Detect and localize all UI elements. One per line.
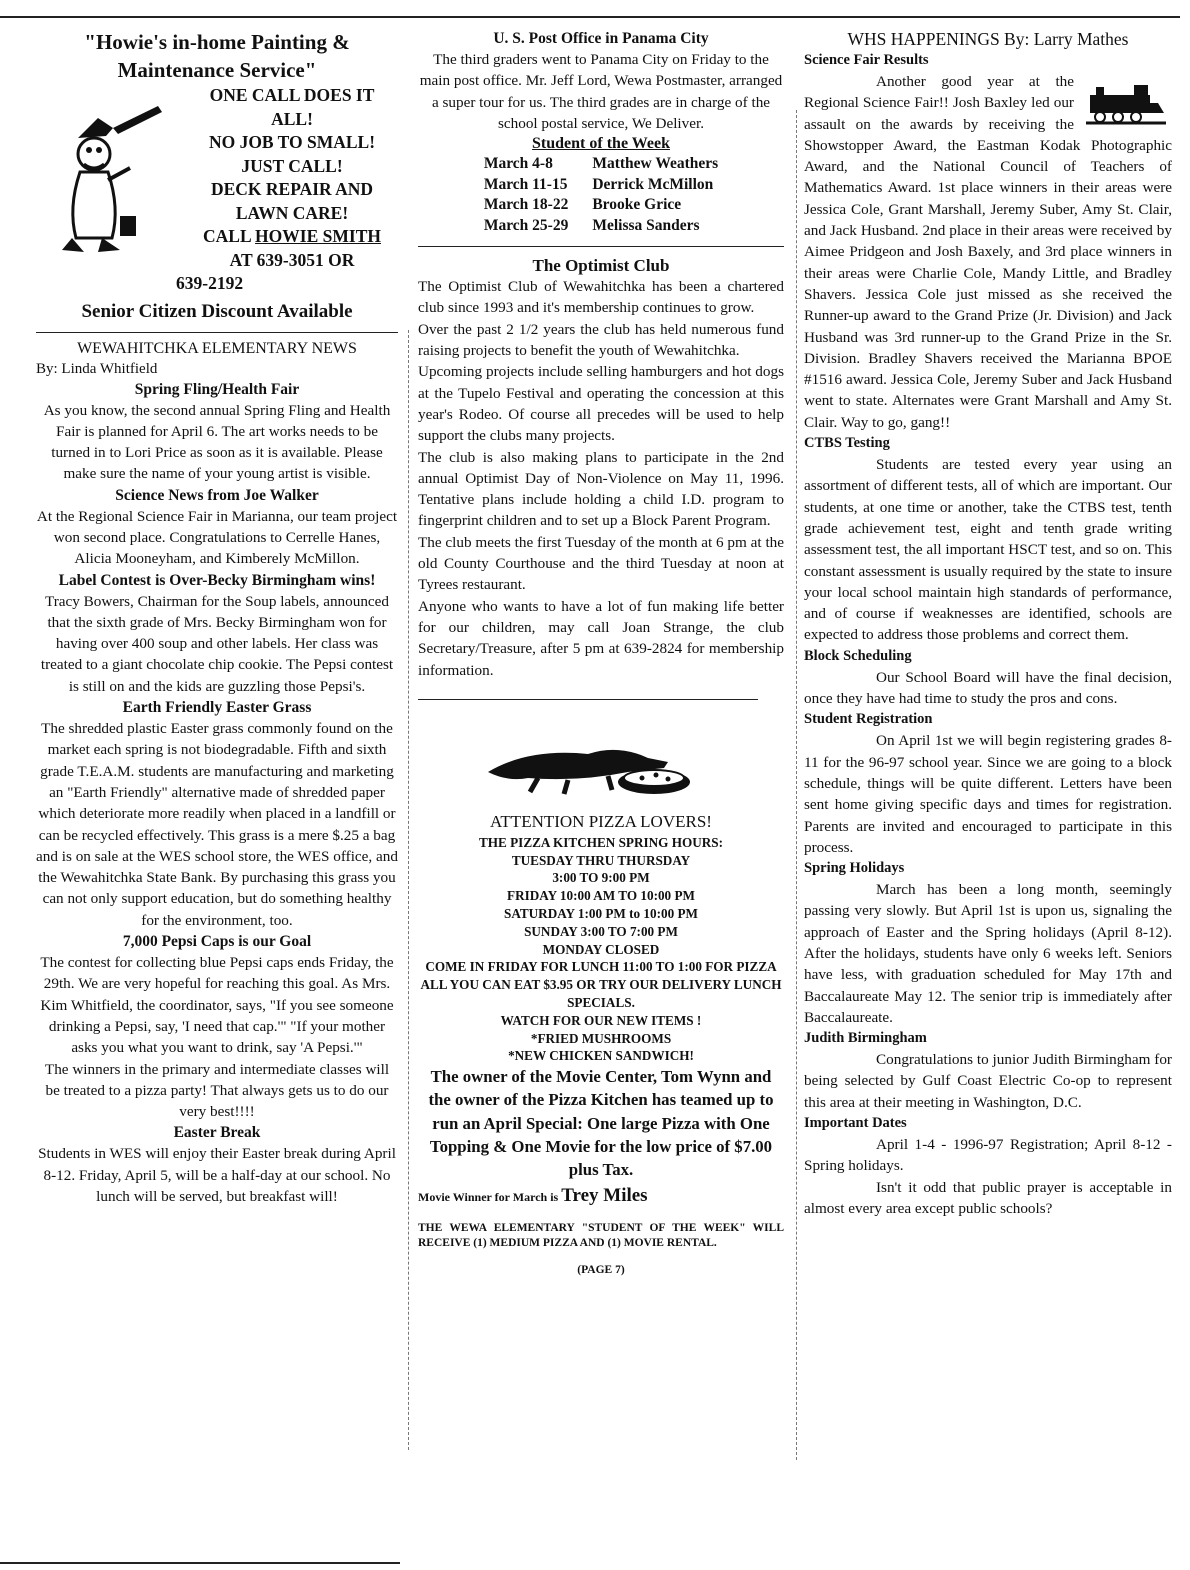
- ad-line-2: ALL!: [271, 108, 313, 129]
- sow-name: Matthew Weathers: [592, 155, 719, 173]
- post-office-title: U. S. Post Office in Panama City: [493, 30, 709, 47]
- divider: [418, 699, 758, 700]
- ctbs-body: Students are tested every year using an assortment of different tests, all of which are important. Our students, at one time or another, take the CTBS test, tenth grade achievement test, eight and tenth grade writing assessment test, the all important HSCT test, and so on. This constant assessment is usually required by the state to insure your local school maintain high standards of performance, and of course if weaknesses are identified, schools are expected to address those problems and correct them.: [804, 456, 1172, 644]
- movie-winner: [418, 1185, 784, 1207]
- sow-week: March 25-29: [483, 216, 569, 234]
- pizza-line-6: SUNDAY 3:00 TO 7:00 PM: [524, 923, 678, 939]
- easter-break-heading: Easter Break: [173, 1124, 261, 1142]
- april-special: The owner of the Movie Center, Tom Wynn and the owner of the Pizza Kitchen has teamed up to run an April Special: One large Pizza with One Topping & One Movie for the low price of $7.00 plus Tax.: [428, 1067, 774, 1179]
- column-middle: [418, 28, 784, 1276]
- post-office-body: The third graders went to Panama City on Friday to the main post office. Mr. Jeff Lord, Wewa Postmaster, arranged a super tour for us. The third grades are in charge of the school postal service, We Deliver.: [419, 51, 783, 132]
- column-separator-1: [408, 330, 409, 1450]
- ad-call-prefix: CALL: [203, 226, 256, 246]
- sow-week: March 11-15: [483, 175, 568, 193]
- ad-title-line1: "Howie's in-home Painting &: [84, 30, 350, 54]
- sow-name: Brooke Grice: [592, 196, 682, 214]
- pizza-line-2: TUESDAY THRU THURSDAY: [511, 852, 691, 868]
- ad-senior-discount: Senior Citizen Discount Available: [81, 300, 353, 322]
- ad-call-name: HOWIE SMITH: [255, 226, 381, 246]
- label-contest-body: Tracy Bowers, Chairman for the Soup labels, announced that the sixth grade of Mrs. Becky Birmingham won for having over 400 soup and other labels. Her class was treated to a giant chocolate chip cookie. The Pepsi contest is still on and the kids are guzzling those Pepsi's.: [40, 592, 394, 695]
- sow-week: March 4-8: [483, 155, 553, 173]
- ad-line-3: NO JOB TO SMALL!: [208, 132, 376, 152]
- pizza-line-8: COME IN FRIDAY FOR LUNCH 11:00 TO 1:00 FOR PIZZA ALL YOU CAN EAT $3.95 OR TRY OUR DELIVERY LUNCH SPECIALS.: [420, 959, 782, 1010]
- optimist-p3: Upcoming projects include selling hamburgers and hot dogs at the Tupelo Festival and operating the concession at this year's Rodeo. Of course all precedes will be used to help support the clubs many projects.: [418, 363, 784, 445]
- optimist-p1: The Optimist Club of Wewahitchka has been a chartered club since 1993 and it's membership continues to grow.: [418, 278, 784, 317]
- pepsi-body2: The winners in the primary and intermediate classes will be treated to a pizza party! That always gets us to do our very best!!!!: [44, 1060, 390, 1121]
- ad-phone-line: AT 639-3051 OR: [229, 249, 355, 270]
- science-fair-heading: Science Fair Results: [804, 52, 929, 68]
- divider: [36, 332, 398, 333]
- science-fair-body: Another good year at the Regional Science Fair!! Josh Baxley led our assault on the awards by receiving the Showstopper Award, the Eastman Kodak Photographic Award, and the National Council of Teachers of Mathematics Award. 1st place winners in their areas were Jessica Cole, Grant Marshall, Jeremy Suber, Amy St. Clair, and Jack Husband. 2nd place in their areas were received by Aimee Pridgeon and Josh Baxely, and 3rd place winners in their areas were Charlie Cole, Mandy Little, and Bradley Shavers. Jessica Cole just missed as she received the Runner-up award to the Grand Prize (Jr. Division) and Jack Husband was 3rd runner-up to the Grand Prize in the Sr. Division. Bradley Shavers received the Marianna BPOE #1516 award. Jessica Cole, Jeremy Suber and Jack Husband went to state. Alternates were Grant Marshall and Amy St. Clair. Way to go, gang!!: [804, 73, 1172, 431]
- top-rule: [0, 16, 1180, 18]
- easter-break-body: Students in WES will enjoy their Easter break during April 8-12. Friday, April 5, will be a half-day at our school. No lunch will be served, but breakfast will!: [38, 1145, 396, 1205]
- sow-name: Derrick McMillon: [592, 175, 714, 193]
- spring-fling-heading: Spring Fling/Health Fair: [134, 380, 300, 398]
- registration-body: On April 1st we will begin registering grades 8-11 for the 96-97 school year. Since we are going to a block schedule, things will be quite different. Letters have been sent home giving specific days and times for registration. Parents are invited and encouraged to participate in this process.: [804, 732, 1172, 856]
- student-of-week-table: [472, 154, 730, 236]
- column-left: [36, 28, 398, 1207]
- block-heading: Block Scheduling: [804, 647, 912, 664]
- page-number: (PAGE 7): [577, 1264, 625, 1277]
- dates-body: April 1-4 - 1996-97 Registration; April 8-12 - Spring holidays.: [804, 1136, 1172, 1175]
- pizza-line-9: WATCH FOR OUR NEW ITEMS !: [500, 1012, 702, 1028]
- student-of-week-heading: Student of the Week: [532, 135, 670, 153]
- column-right: [804, 28, 1172, 1219]
- pizza-title: ATTENTION PIZZA LOVERS!: [490, 811, 712, 831]
- pepsi-body: The contest for collecting blue Pepsi caps ends Friday, the 29th. We are very hopeful for reaching this goal. As Mrs. Kim Whitfield, the coordinator, says, "If you see someone drinking a Pepsi, say, 'I need that cap.'" "If your mother asks you what you want to drink, say 'A Pepsi.'": [40, 954, 394, 1057]
- science-news-body: At the Regional Science Fair in Marianna, our team project won second place. Congratulations to Cerrelle Hanes, Alicia Mooneyham, and Kimberely McMillon.: [36, 507, 398, 568]
- ctbs-heading: CTBS Testing: [804, 435, 890, 452]
- table-row: [472, 195, 730, 216]
- science-news-heading: Science News from Joe Walker: [115, 486, 319, 504]
- ad-phone2: 639-2192: [176, 273, 244, 293]
- ad-line-5: DECK REPAIR AND: [210, 179, 374, 199]
- optimist-p2: Over the past 2 1/2 years the club has held numerous fund raising projects to benefit the youth of Wewahitchka.: [418, 320, 784, 360]
- judith-heading: Judith Birmingham: [804, 1030, 927, 1047]
- pizza-line-4: FRIDAY 10:00 AM TO 10:00 PM: [507, 888, 695, 904]
- wes-student-note: THE WEWA ELEMENTARY "STUDENT OF THE WEEK" WILL RECEIVE (1) MEDIUM PIZZA AND (1) MOVIE RENTAL.: [418, 1222, 784, 1249]
- pepsi-heading: 7,000 Pepsi Caps is our Goal: [122, 933, 312, 951]
- divider: [418, 246, 784, 247]
- ad-call-line: [186, 225, 398, 249]
- ad-title-line2: Maintenance Service": [117, 58, 317, 82]
- painter-cartoon-icon: [58, 98, 168, 258]
- pizza-line-1: THE PIZZA KITCHEN SPRING HOURS:: [478, 834, 723, 850]
- optimist-p6: Anyone who wants to have a lot of fun making life better for our children, may call Joan Strange, the club Secretary/Treasure, after 5 pm at 639-2824 for membership information.: [418, 597, 784, 679]
- label-contest-heading: Label Contest is Over-Becky Birmingham wins!: [58, 571, 376, 589]
- whs-title: WHS HAPPENINGS By: Larry Mathes: [847, 29, 1129, 49]
- howie-ad: [36, 28, 398, 326]
- ad-line-6: LAWN CARE!: [235, 202, 349, 223]
- dates-body2: Isn't it odd that public prayer is acceptable in almost every area except public schools?: [804, 1178, 1172, 1217]
- pizza-line-3: 3:00 TO 9:00 PM: [552, 870, 650, 886]
- pizza-line-7: MONDAY CLOSED: [542, 941, 660, 957]
- table-row: [472, 175, 730, 196]
- optimist-p4: The club is also making plans to participate in the 2nd annual Optimist Day of Non-Violence on May 11, 1996. Tentative plans include holding a child I.D. program to fingerprint children and to set up a Block Parent Program.: [418, 448, 784, 530]
- holidays-heading: Spring Holidays: [804, 860, 905, 877]
- bottom-rule: [0, 1562, 400, 1564]
- elementary-news: [36, 339, 398, 1208]
- pizza-line-11: *NEW CHICKEN SANDWICH!: [508, 1048, 694, 1064]
- column-separator-2: [796, 110, 797, 1460]
- holidays-body: March has been a long month, seemingly passing very slowly. But April 1st is upon us, signaling the approach of Easter and the Spring holidays (April 8-12). After the holidays, students have only 6 weeks left. Seniors have less, with graduation scheduled for May 17th and Baccalaureate May 12. The senior trip is immediately after Baccalaureate.: [804, 881, 1172, 1026]
- optimist-p5: The club meets the first Tuesday of the month at 6 pm at the old County Courthouse and the third Tuesday at noon at Tyrees restaurant.: [418, 533, 784, 594]
- dates-heading: Important Dates: [804, 1115, 907, 1132]
- elementary-byline: By: Linda Whitfield: [36, 360, 158, 377]
- optimist-title: The Optimist Club: [532, 256, 670, 276]
- pizza-line-10: *FRIED MUSHROOMS: [530, 1030, 672, 1046]
- block-body: Our School Board will have the final decision, once they have had time to study the pros and cons.: [804, 668, 1172, 708]
- movie-winner-name: Trey Miles: [561, 1185, 648, 1207]
- movie-winner-label: Movie Winner for March is: [418, 1190, 562, 1205]
- ad-line-4: JUST CALL!: [241, 155, 343, 176]
- pizza-line-5: SATURDAY 1:00 PM to 10:00 PM: [503, 906, 698, 922]
- sow-week: March 18-22: [483, 196, 569, 214]
- table-row: [472, 216, 730, 237]
- table-row: [472, 154, 730, 175]
- easter-grass-body: The shredded plastic Easter grass commonly found on the market each spring is not biodegradable. Fifth and sixth grade T.E.A.M. students are manufacturing and marketing an "Earth Friendly" alternative made of shredded paper which deteriorate more readily when placed in a landfill or can be recycled effectively. This grass is a mere $.25 a bag and is on sale at the WES school store, the WES office, and the Wewahitchka State Bank. By purchasing this grass you can not only support education, but do something healthy for the environment, too.: [36, 720, 398, 929]
- judith-body: Congratulations to junior Judith Birmingham for being selected by Gulf Coast Electric Co-op to represent this area at their meeting in Washington, D.C.: [804, 1051, 1172, 1111]
- train-icon: [1084, 77, 1168, 129]
- ad-line-1: ONE CALL DOES IT: [209, 85, 375, 105]
- spring-fling-body: As you know, the second annual Spring Fling and Health Fair is planned for April 6. The art works needs to be turned in to Lori Price as soon as it is available. Please make sure the name of your young artist is visible.: [43, 401, 391, 483]
- sow-name: Melissa Sanders: [592, 216, 700, 234]
- easter-grass-heading: Earth Friendly Easter Grass: [122, 699, 312, 717]
- registration-heading: Student Registration: [804, 711, 933, 728]
- alligator-pizza-icon: [418, 720, 784, 810]
- elementary-title: WEWAHITCHKA ELEMENTARY NEWS: [77, 339, 357, 357]
